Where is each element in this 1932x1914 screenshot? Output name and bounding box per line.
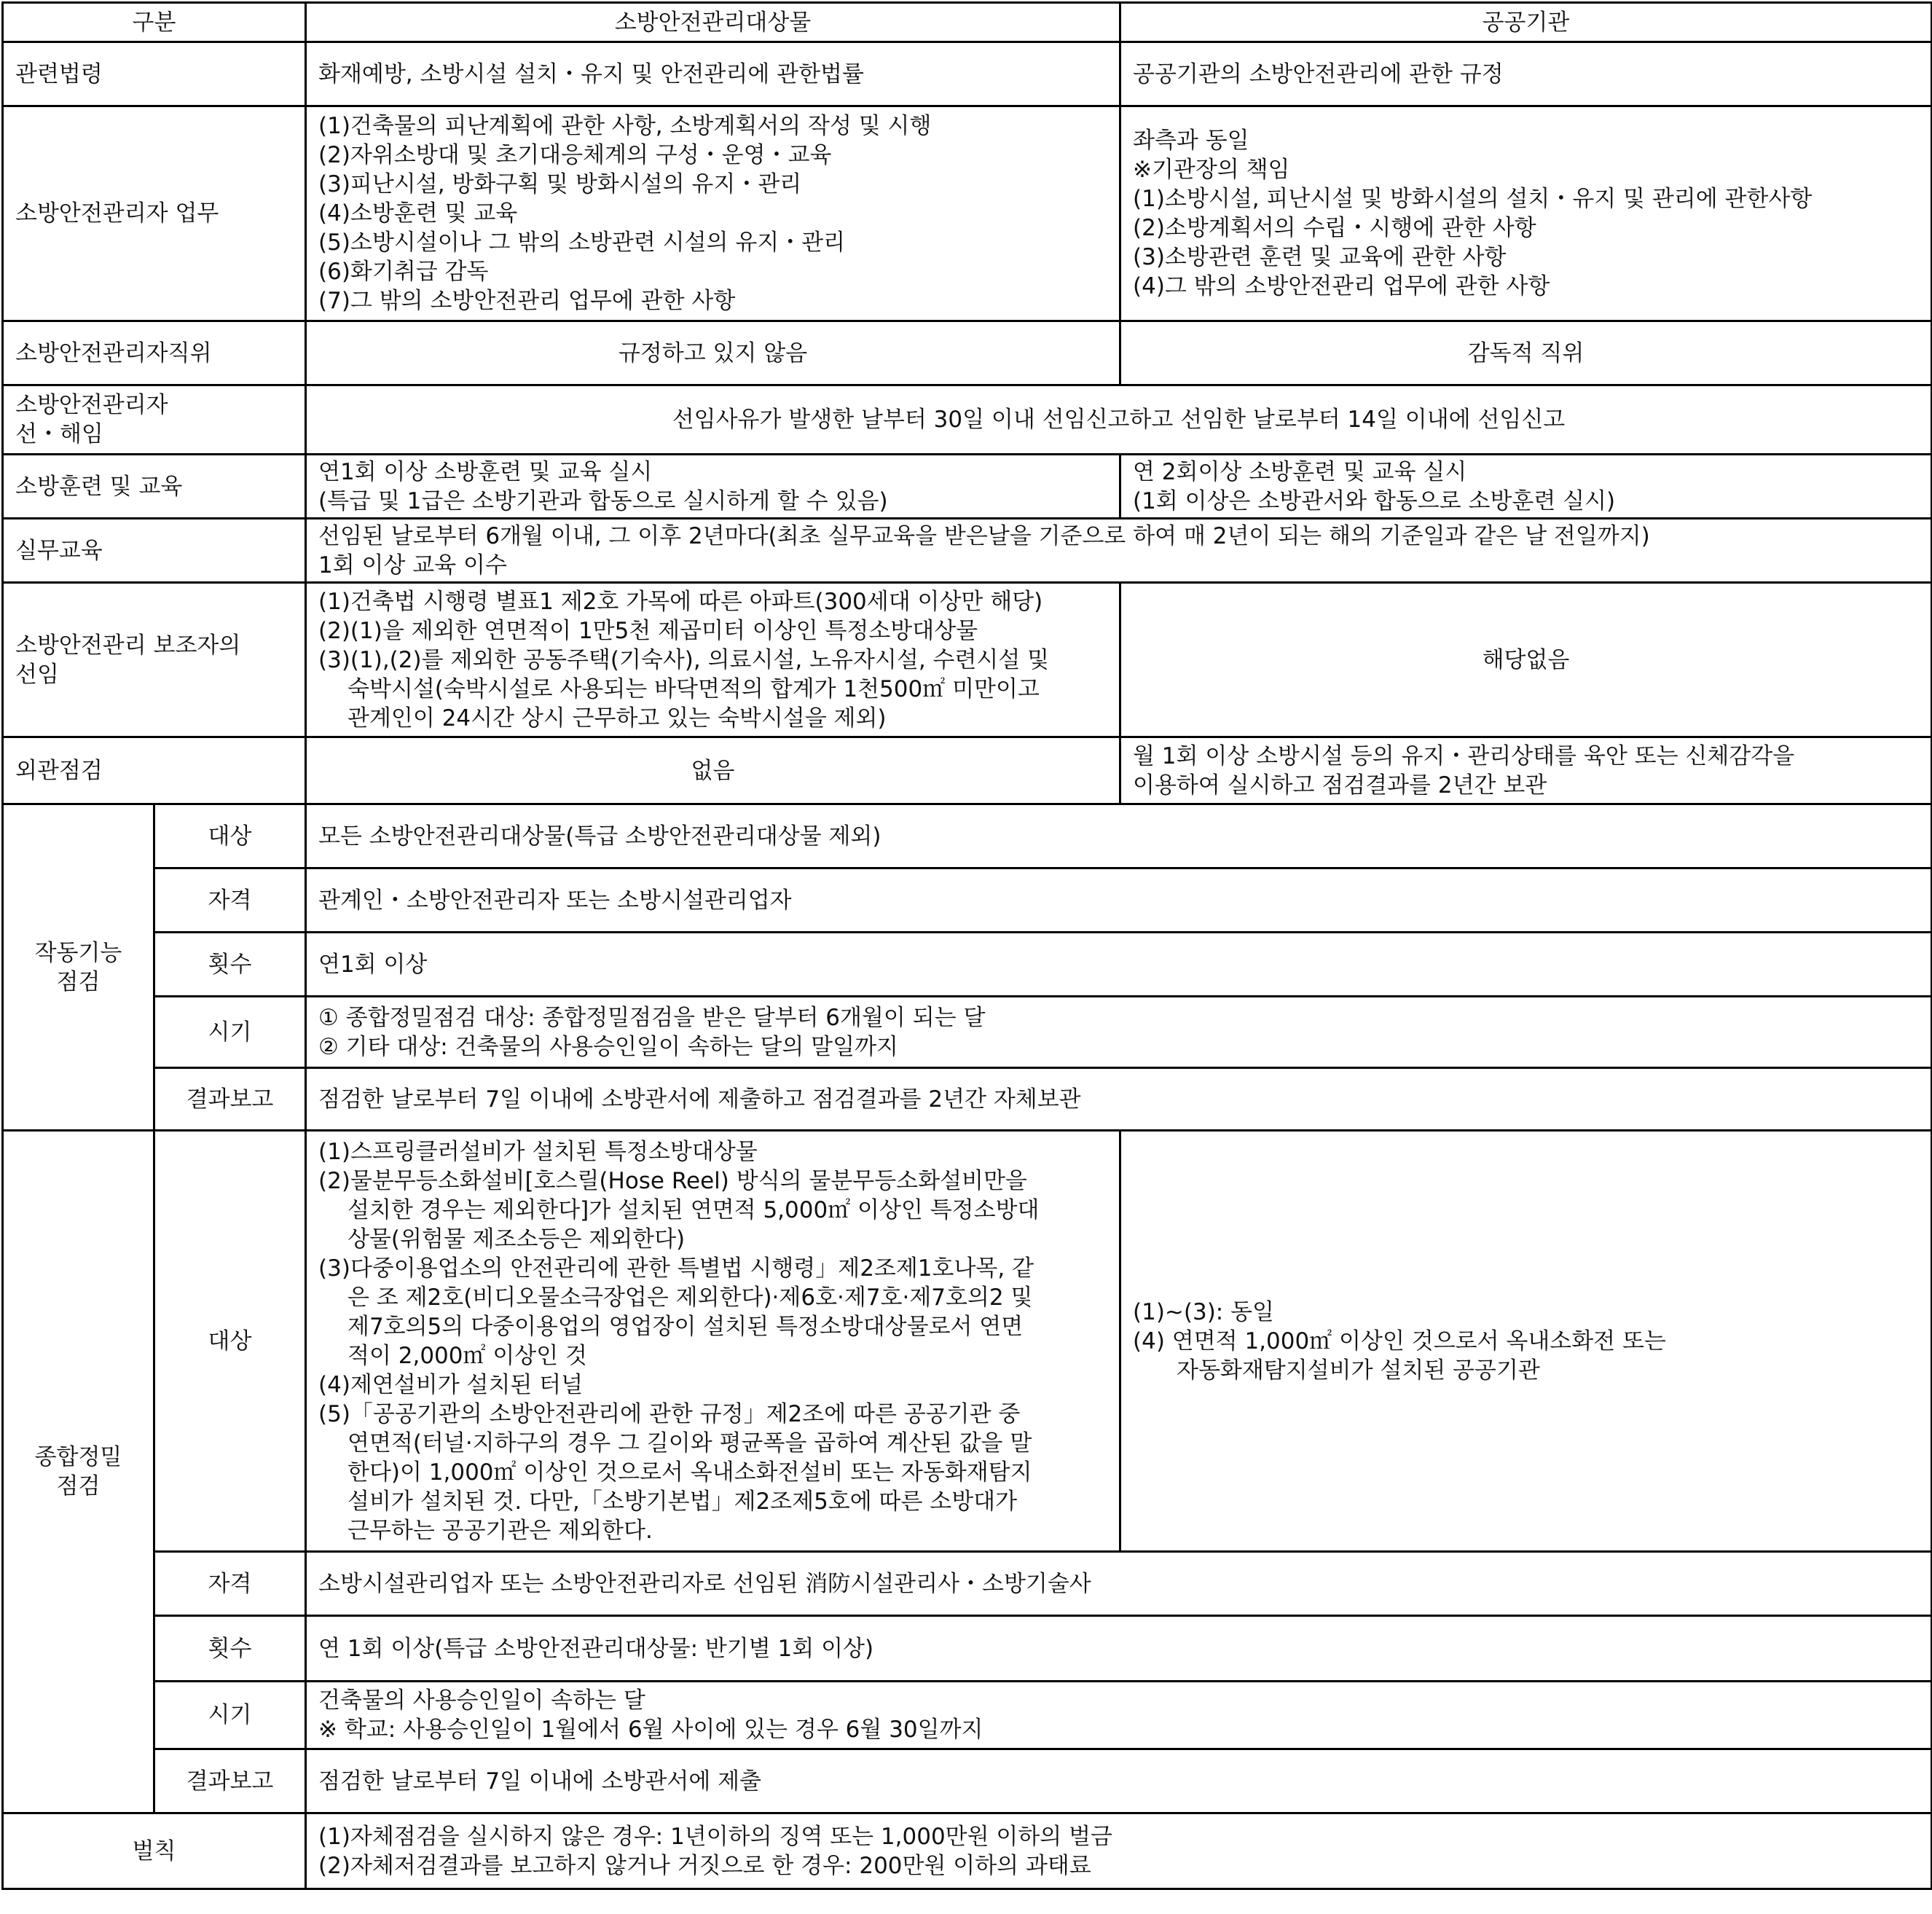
row-penalty (3, 1813, 1932, 1889)
comprehensive-target-line: 은 조 제2호(비디오물소극장업은 제외한다)·제6호·제7호·제7호의2 및 (347, 1284, 1033, 1311)
group-label-line: 점검 (56, 968, 101, 995)
row-practical (3, 519, 1932, 583)
comprehensive-target-line: (4)제연설비가 설치된 터널 (318, 1371, 584, 1398)
comprehensive-target-right-line: 자동화재탐지설비가 설치된 공공기관 (1177, 1357, 1540, 1384)
training-left (306, 455, 1120, 519)
sub-label-report: 결과보고 (154, 1068, 306, 1131)
row-label-assistant (3, 583, 306, 737)
row-label-practical: 실무교육 (3, 519, 306, 583)
row-operation-qual (3, 868, 1932, 933)
group-label-line: 작동기능 (34, 939, 122, 966)
sub-label-timing: 시기 (154, 997, 306, 1068)
penalty-line: (2)자체저검결과를 보고하지 않거나 거짓으로 한 경우: 200만원 이하의 과태료 (318, 1852, 1091, 1879)
assistant-left-line: (1)건축법 시행령 별표1 제2호 가목에 따른 아파트(300세대 이상만 해당) (318, 588, 1043, 615)
appoint-text: 선임사유가 발생한 날부터 30일 이내 선임신고하고 선임한 날로부터 14일 이내에 선임신고 (306, 385, 1932, 455)
duties-left-line: (6)화기취급 감독 (318, 259, 489, 285)
sub-label-qualification: 자격 (154, 868, 306, 933)
operation-qualification: 관계인・소방안전관리자 또는 소방시설관리업자 (306, 868, 1932, 933)
row-position (3, 321, 1932, 385)
position-left: 규정하고 있지 않음 (306, 321, 1120, 385)
duties-left-line: (1)건축물의 피난계획에 관한 사항, 소방계획서의 작성 및 시행 (318, 113, 932, 139)
position-right: 감독적 직위 (1120, 321, 1932, 385)
row-label-line: 선임 (15, 661, 59, 688)
group-label-line: 점검 (56, 1473, 101, 1499)
training-right-line: 연 2회이상 소방훈련 및 교육 실시 (1133, 458, 1467, 485)
comprehensive-target-line: 상물(위험물 제조소등은 제외한다) (347, 1225, 686, 1252)
comprehensive-target-line: 제7호의5의 다중이용업의 영업장이 설치된 특정소방대상물로서 연면 (347, 1313, 1024, 1340)
duties-right-line: ※기관장의 책임 (1133, 157, 1290, 183)
row-comprehensive-target (3, 1131, 1932, 1552)
assistant-left-line: 관계인이 24시간 상시 근무하고 있는 숙박시설을 제외) (347, 705, 887, 732)
assistant-left (306, 583, 1120, 737)
comprehensive-target-line: (3)다중이용업소의 안전관리에 관한 특별법 시행령」제2조제1호나목, 같 (318, 1255, 1034, 1282)
row-label-line: 소방안전관리자 (15, 392, 168, 418)
duties-right (1120, 106, 1932, 321)
comprehensive-target-line: 설치한 경우는 제외한다]가 설치된 연면적 5,000㎡ 이상인 특정소방대 (347, 1196, 1040, 1223)
duties-left (306, 106, 1120, 321)
row-label-line: 선・해임 (15, 421, 103, 447)
law-left: 화재예방, 소방시설 설치・유지 및 안전관리에 관한법률 (306, 42, 1120, 106)
operation-timing-line: ① 종합정밀점검 대상: 종합정밀점검을 받은 달부터 6개월이 되는 달 (318, 1004, 986, 1031)
row-comprehensive-report (3, 1749, 1932, 1813)
duties-right-line: (3)소방관련 훈련 및 교육에 관한 사항 (1133, 244, 1507, 270)
row-comprehensive-time (3, 1682, 1932, 1749)
penalty-line: (1)자체점검을 실시하지 않은 경우: 1년이하의 징역 또는 1,000만원 이하의 벌금 (318, 1823, 1112, 1850)
assistant-left-line: (2)(1)을 제외한 연면적이 1만5천 제곱미터 이상인 특정소방대상물 (318, 617, 978, 644)
row-label-penalty: 벌칙 (3, 1813, 306, 1889)
duties-left-line: (5)소방시설이나 그 밖의 소방관련 시설의 유지・관리 (318, 230, 846, 256)
header-category: 구분 (3, 3, 306, 42)
visual-right-line: 이용하여 실시하고 점검결과를 2년간 보관 (1133, 772, 1547, 799)
comprehensive-target-line: 한다)이 1,000㎡ 이상인 것으로서 옥내소화전설비 또는 자동화재탐지 (347, 1459, 1032, 1486)
comprehensive-target-line: (1)스프링클러설비가 설치된 특정소방대상물 (318, 1138, 758, 1165)
visual-left: 없음 (306, 737, 1120, 804)
operation-target: 모든 소방안전관리대상물(특급 소방안전관리대상물 제외) (306, 804, 1932, 868)
penalty-text (306, 1813, 1932, 1889)
comprehensive-target-line: 연면적(터널·지하구의 경우 그 길이와 평균폭을 곱하여 계산된 값을 말 (347, 1429, 1032, 1456)
comprehensive-target-left (306, 1131, 1120, 1552)
visual-right-line: 월 1회 이상 소방시설 등의 유지・관리상태를 육안 또는 신체감각을 (1133, 742, 1795, 769)
group-comprehensive-check (3, 1131, 154, 1813)
duties-right-line: (2)소방계획서의 수립・시행에 관한 사항 (1133, 215, 1536, 241)
duties-left-line: (2)자위소방대 및 초기대응체계의 구성・운영・교육 (318, 142, 832, 168)
assistant-left-line: 숙박시설(숙박시설로 사용되는 바닥면적의 합계가 1천500㎡ 미만이고 (347, 675, 1040, 702)
assistant-right: 해당없음 (1120, 583, 1932, 737)
training-right-line: (1회 이상은 소방관서와 합동으로 소방훈련 실시) (1133, 487, 1616, 514)
row-operation-time (3, 997, 1932, 1068)
fire-safety-comparison-table (1, 1, 1932, 1890)
sub-label-timing: 시기 (154, 1682, 306, 1749)
assistant-left-line: (3)(1),(2)를 제외한 공동주택(기숙사), 의료시설, 노유자시설, 수련시설 및 (318, 646, 1050, 673)
row-comprehensive-qual (3, 1552, 1932, 1616)
row-label-position: 소방안전관리자직위 (3, 321, 306, 385)
comprehensive-timing-line: 건축물의 사용승인일이 속하는 달 (318, 1687, 645, 1714)
row-label-visual: 외관점검 (3, 737, 306, 804)
comprehensive-target-right-line: (1)~(3): 동일 (1133, 1298, 1274, 1325)
sub-label-qualification: 자격 (154, 1552, 306, 1616)
comprehensive-report: 점검한 날로부터 7일 이내에 소방관서에 제출 (306, 1749, 1932, 1813)
sub-label-frequency: 횟수 (154, 933, 306, 997)
duties-left-line: (4)소방훈련 및 교육 (318, 200, 518, 227)
row-operation-report (3, 1068, 1932, 1131)
row-label-law: 관련법령 (3, 42, 306, 106)
practical-line: 선임된 날로부터 6개월 이내, 그 이후 2년마다(최초 실무교육을 받은날을 기준으로 하여 매 2년이 되는 해의 기준일과 같은 날 전일까지) (318, 522, 1650, 549)
comprehensive-target-right-line: (4) 연면적 1,000㎡ 이상인 것으로서 옥내소화전 또는 (1133, 1327, 1666, 1354)
sub-label-frequency: 횟수 (154, 1616, 306, 1682)
operation-frequency: 연1회 이상 (306, 933, 1932, 997)
comprehensive-timing (306, 1682, 1932, 1749)
header-public-institution: 공공기관 (1120, 3, 1932, 42)
duties-right-line: 좌측과 동일 (1133, 128, 1249, 154)
comprehensive-target-right (1120, 1131, 1932, 1552)
row-label-appoint (3, 385, 306, 455)
row-appoint (3, 385, 1932, 455)
row-comprehensive-freq (3, 1616, 1932, 1682)
group-label-line: 종합정밀 (34, 1444, 122, 1470)
duties-right-line: (4)그 밖의 소방안전관리 업무에 관한 사항 (1133, 273, 1550, 299)
comprehensive-frequency: 연 1회 이상(특급 소방안전관리대상물: 반기별 1회 이상) (306, 1616, 1932, 1682)
operation-report: 점검한 날로부터 7일 이내에 소방관서에 제출하고 점검결과를 2년간 자체보관 (306, 1068, 1932, 1131)
comprehensive-qualification: 소방시설관리업자 또는 소방안전관리자로 선임된 消防시설관리사・소방기술사 (306, 1552, 1932, 1616)
practical-text (306, 519, 1932, 583)
row-training (3, 455, 1932, 519)
law-right: 공공기관의 소방안전관리에 관한 규정 (1120, 42, 1932, 106)
training-left-line: 연1회 이상 소방훈련 및 교육 실시 (318, 458, 653, 485)
header-target-objects: 소방안전관리대상물 (306, 3, 1120, 42)
training-right (1120, 455, 1932, 519)
header-row (3, 3, 1932, 42)
comprehensive-target-line: 설비가 설치된 것. 다만,「소방기본법」제2조제5호에 따른 소방대가 (347, 1488, 1018, 1515)
row-operation-target (3, 804, 1932, 868)
comprehensive-target-line: (2)물분무등소화설비[호스릴(Hose Reel) 방식의 물분무등소화설비만을 (318, 1167, 1027, 1194)
comprehensive-target-line: (5)「공공기관의 소방안전관리에 관한 규정」제2조에 따른 공공기관 중 (318, 1400, 1021, 1427)
sub-label-target: 대상 (154, 1131, 306, 1552)
duties-right-line: (1)소방시설, 피난시설 및 방화시설의 설치・유지 및 관리에 관한사항 (1133, 186, 1813, 212)
duties-left-line: (7)그 밖의 소방안전관리 업무에 관한 사항 (318, 288, 736, 314)
row-assistant (3, 583, 1932, 737)
row-label-line: 소방안전관리 보조자의 (15, 632, 241, 659)
sub-label-report: 결과보고 (154, 1749, 306, 1813)
comprehensive-target-line: 적이 2,000㎡ 이상인 것 (347, 1342, 587, 1369)
row-operation-freq (3, 933, 1932, 997)
visual-right (1120, 737, 1932, 804)
row-label-training: 소방훈련 및 교육 (3, 455, 306, 519)
duties-left-line: (3)피난시설, 방화구획 및 방화시설의 유지・관리 (318, 171, 802, 197)
operation-timing (306, 997, 1932, 1068)
row-duties (3, 106, 1932, 321)
comprehensive-timing-line: ※ 학교: 사용승인일이 1월에서 6월 사이에 있는 경우 6월 30일까지 (318, 1717, 983, 1743)
operation-timing-line: ② 기타 대상: 건축물의 사용승인일이 속하는 달의 말일까지 (318, 1033, 898, 1060)
comprehensive-target-line: 근무하는 공공기관은 제외한다. (347, 1517, 653, 1544)
practical-line: 1회 이상 교육 이수 (318, 552, 507, 578)
row-visual (3, 737, 1932, 804)
training-left-line: (특급 및 1급은 소방기관과 합동으로 실시하게 할 수 있음) (318, 487, 888, 514)
row-label-duties: 소방안전관리자 업무 (3, 106, 306, 321)
row-law (3, 42, 1932, 106)
group-operation-check (3, 804, 154, 1131)
sub-label-target: 대상 (154, 804, 306, 868)
